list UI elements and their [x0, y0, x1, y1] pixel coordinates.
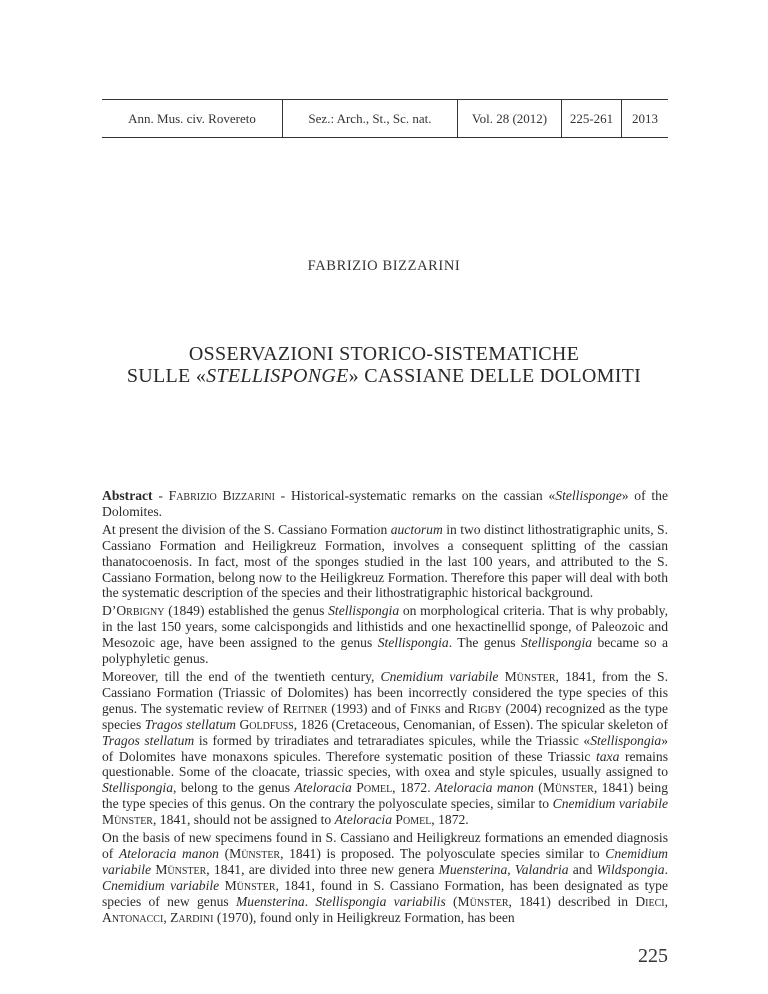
abstract-label: Abstract [102, 488, 153, 503]
abstract-paragraph-1: Abstract - Fabrizio Bizzarini - Historical-systematic remarks on the cassian «Stellisponge» of the Dolomites. [102, 488, 668, 519]
journal-year: 2013 [632, 110, 658, 126]
journal-volume: Vol. 28 (2012) [458, 100, 562, 137]
title-line-2: SULLE «STELLISPONGE» CASSIANE DELLE DOLOMITI [126, 365, 642, 387]
abstract [102, 488, 668, 927]
title-line-1: OSSERVAZIONI STORICO-SISTEMATICHE [188, 343, 580, 365]
journal-pages: 225-261 [562, 100, 622, 137]
page-number: 225 [638, 945, 668, 967]
journal-section: Sez.: Arch., St., Sc. nat. [283, 100, 458, 137]
journal-header [102, 99, 668, 138]
abstract-paragraph-3: D’Orbigny (1849) established the genus Stellispongia on morphological criteria. That is why probably, in the last 150 years, some calcispongids and lithistids and one hexactinellid sponge, of Paleozoic and Mesozoic age, have been assigned to the genus Stellispongia. The genus Stellispongia became so a polyphyletic genus. [102, 603, 668, 667]
journal-name: Ann. Mus. civ. Rovereto [102, 100, 283, 137]
paper-title [0, 343, 768, 387]
abstract-paragraph-4: Moreover, till the end of the twentieth century, Cnemidium variabile Münster, 1841, from the S. Cassiano Formation (Triassic of Dolomites) has been incorrectly considered the type species of this genus. The systematic review of Reitner (1993) and of Finks and Rigby (2004) recognized as the type species Tragos stellatum Goldfuss, 1826 (Cretaceous, Cenomanian, of Essen). The spicular skeleton of Tragos stellatum is formed by triradiates and tetraradiates spicules, while the Triassic «Stellispongia» of Dolomites have monaxons spicules. Therefore systematic position of these Triassic taxa remains questionable. Some of the cloacate, triassic species, with oxea and style spicules, usually assigned to Stellispongia, belong to the genus Ateloracia Pomel, 1872. Ateloracia manon (Münster, 1841) being the type species of this genus. On the contrary the polyosculate species, similar to Cnemidium variabile Münster, 1841, should not be assigned to Ateloracia Pomel, 1872. [102, 668, 669, 828]
abstract-paragraph-2: At present the division of the S. Cassiano Formation auctorum in two distinct lithostratigraphic units, S. Cassiano Formation and Heiligkreuz Formation, involves a consequent splitting of the cassian thanatocoenosis. In fact, most of the sponges studied in the last 100 years, and attributed to the S. Cassiano Formation, belong now to the Heiligkreuz Formation. Therefore this paper will deal with both the systematic description of the species and their lithostratigraphic historical background. [102, 521, 668, 601]
author-name: FABRIZIO BIZZARINI [307, 258, 461, 274]
abstract-paragraph-5: On the basis of new specimens found in S. Cassiano and Heiligkreuz formations an emended diagnosis of Ateloracia manon (Münster, 1841) is proposed. The polyosculate species similar to Cnemidium variabile Münster, 1841, are divided into three new genera Muensterina, Valandria and Wildspongia. Cnemidium variabile Münster, 1841, found in S. Cassiano Formation, has been designated as type species of new genus Muensterina. Stellispongia variabilis (Münster, 1841) described in Dieci, Antonacci, Zardini (1970), found only in Heiligkreuz Formation, has been [102, 830, 669, 925]
